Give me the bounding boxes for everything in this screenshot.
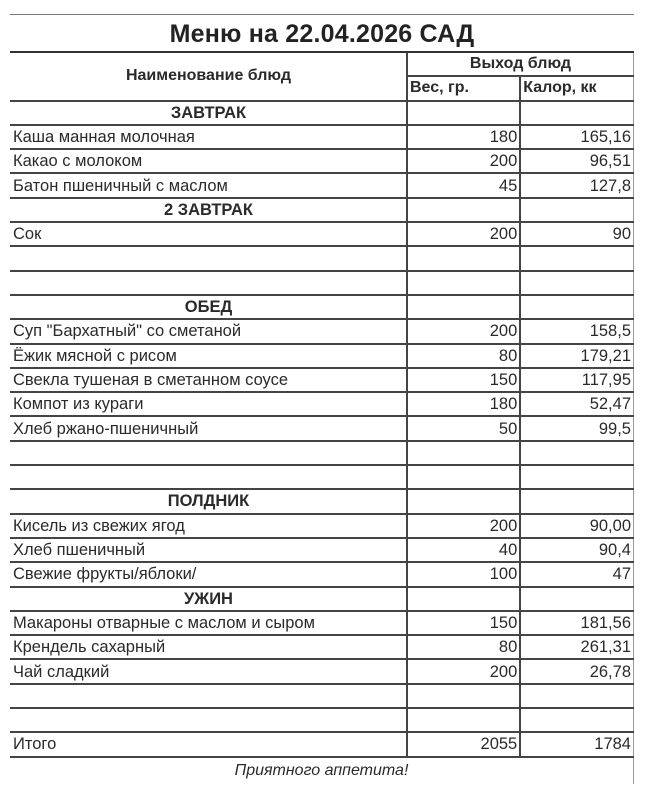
dish-calories: 96,51 bbox=[520, 149, 633, 173]
dish-calories bbox=[520, 198, 633, 222]
dish-calories: 47 bbox=[520, 562, 633, 586]
dish-calories: 26,78 bbox=[520, 659, 633, 683]
dish-weight: 2055 bbox=[407, 732, 520, 756]
dish-name: Крендель сахарный bbox=[10, 635, 407, 659]
dish-weight: 45 bbox=[407, 173, 520, 197]
dish-weight: 180 bbox=[407, 125, 520, 149]
table-row bbox=[10, 392, 634, 416]
dish-weight bbox=[407, 489, 520, 513]
dish-weight bbox=[407, 465, 520, 489]
dish-name bbox=[10, 684, 407, 708]
dish-weight: 200 bbox=[407, 149, 520, 173]
dish-weight: 50 bbox=[407, 416, 520, 440]
table-row bbox=[10, 125, 634, 149]
section-row bbox=[10, 295, 634, 319]
dish-weight bbox=[407, 708, 520, 732]
blank-row bbox=[10, 465, 634, 489]
table-row bbox=[10, 173, 634, 197]
dish-calories: 90,4 bbox=[520, 538, 633, 562]
dish-name: Батон пшеничный с маслом bbox=[10, 173, 407, 197]
dish-weight: 150 bbox=[407, 368, 520, 392]
dish-name: Макароны отварные с маслом и сыром bbox=[10, 611, 407, 635]
dish-calories bbox=[520, 295, 633, 319]
dish-calories bbox=[520, 441, 633, 465]
dish-calories: 127,8 bbox=[520, 173, 633, 197]
dish-name: Кисель из свежих ягод bbox=[10, 514, 407, 538]
section-row bbox=[10, 198, 634, 222]
table-row bbox=[10, 222, 634, 246]
dish-calories: 99,5 bbox=[520, 416, 633, 440]
dish-name: Итого bbox=[10, 732, 407, 756]
dish-weight: 80 bbox=[407, 635, 520, 659]
table-row bbox=[10, 538, 634, 562]
table-row bbox=[10, 149, 634, 173]
blank-row bbox=[10, 708, 634, 732]
dish-calories: 117,95 bbox=[520, 368, 633, 392]
dish-weight bbox=[407, 198, 520, 222]
header-calories: Калор, кк bbox=[520, 76, 633, 100]
table-row bbox=[10, 344, 634, 368]
dish-calories: 90,00 bbox=[520, 514, 633, 538]
dish-calories bbox=[520, 101, 633, 125]
dish-name: Свекла тушеная в сметанном соусе bbox=[10, 368, 407, 392]
footer-text: Приятного аппетита! bbox=[10, 758, 634, 784]
dish-weight: 40 bbox=[407, 538, 520, 562]
dish-calories: 1784 bbox=[520, 732, 633, 756]
section-row bbox=[10, 587, 634, 611]
dish-name: Свежие фрукты/яблоки/ bbox=[10, 562, 407, 586]
dish-weight: 180 bbox=[407, 392, 520, 416]
dish-weight bbox=[407, 101, 520, 125]
dish-weight: 200 bbox=[407, 659, 520, 683]
dish-calories bbox=[520, 708, 633, 732]
table-row bbox=[10, 416, 634, 440]
table-row bbox=[10, 611, 634, 635]
table-row bbox=[10, 319, 634, 343]
dish-weight: 100 bbox=[407, 562, 520, 586]
dish-name: Ёжик мясной с рисом bbox=[10, 344, 407, 368]
dish-name: Какао с молоком bbox=[10, 149, 407, 173]
dish-weight: 150 bbox=[407, 611, 520, 635]
dish-weight bbox=[407, 684, 520, 708]
dish-calories bbox=[520, 489, 633, 513]
dish-calories bbox=[520, 465, 633, 489]
blank-row bbox=[10, 271, 634, 295]
table-row bbox=[10, 368, 634, 392]
header-weight: Вес, гр. bbox=[407, 76, 520, 100]
dish-name: Чай сладкий bbox=[10, 659, 407, 683]
dish-name bbox=[10, 246, 407, 270]
dish-calories bbox=[520, 684, 633, 708]
table-row bbox=[10, 659, 634, 683]
dish-weight: 80 bbox=[407, 344, 520, 368]
dish-name: Хлеб пшеничный bbox=[10, 538, 407, 562]
section-row bbox=[10, 101, 634, 125]
dish-calories: 181,56 bbox=[520, 611, 633, 635]
dish-calories: 52,47 bbox=[520, 392, 633, 416]
page-title: Меню на 22.04.2026 САД bbox=[10, 14, 634, 53]
dish-weight bbox=[407, 441, 520, 465]
table-row bbox=[10, 562, 634, 586]
blank-row bbox=[10, 684, 634, 708]
dish-name: Сок bbox=[10, 222, 407, 246]
section-row bbox=[10, 489, 634, 513]
dish-weight: 200 bbox=[407, 222, 520, 246]
dish-name: Суп "Бархатный" со сметаной bbox=[10, 319, 407, 343]
total-row bbox=[10, 732, 634, 756]
dish-weight bbox=[407, 587, 520, 611]
dish-weight bbox=[407, 246, 520, 270]
dish-weight: 200 bbox=[407, 319, 520, 343]
dish-calories: 90 bbox=[520, 222, 633, 246]
dish-weight: 200 bbox=[407, 514, 520, 538]
menu-table bbox=[10, 53, 634, 758]
dish-weight bbox=[407, 295, 520, 319]
section-title: ЗАВТРАК bbox=[10, 101, 407, 125]
dish-weight bbox=[407, 271, 520, 295]
dish-calories bbox=[520, 587, 633, 611]
dish-calories: 179,21 bbox=[520, 344, 633, 368]
dish-name bbox=[10, 708, 407, 732]
dish-name: Компот из кураги bbox=[10, 392, 407, 416]
header-row bbox=[10, 53, 634, 76]
dish-calories: 158,5 bbox=[520, 319, 633, 343]
dish-calories: 261,31 bbox=[520, 635, 633, 659]
blank-row bbox=[10, 246, 634, 270]
dish-name bbox=[10, 271, 407, 295]
dish-name: Каша манная молочная bbox=[10, 125, 407, 149]
section-title: УЖИН bbox=[10, 587, 407, 611]
table-row bbox=[10, 514, 634, 538]
dish-calories: 165,16 bbox=[520, 125, 633, 149]
dish-name: Хлеб ржано-пшеничный bbox=[10, 416, 407, 440]
section-title: ОБЕД bbox=[10, 295, 407, 319]
header-output: Выход блюд bbox=[407, 53, 634, 76]
dish-name bbox=[10, 441, 407, 465]
dish-calories bbox=[520, 271, 633, 295]
blank-row bbox=[10, 441, 634, 465]
dish-name bbox=[10, 465, 407, 489]
menu-sheet bbox=[10, 14, 634, 784]
dish-calories bbox=[520, 246, 633, 270]
header-dish-name: Наименование блюд bbox=[10, 53, 407, 101]
section-title: 2 ЗАВТРАК bbox=[10, 198, 407, 222]
table-row bbox=[10, 635, 634, 659]
section-title: ПОЛДНИК bbox=[10, 489, 407, 513]
